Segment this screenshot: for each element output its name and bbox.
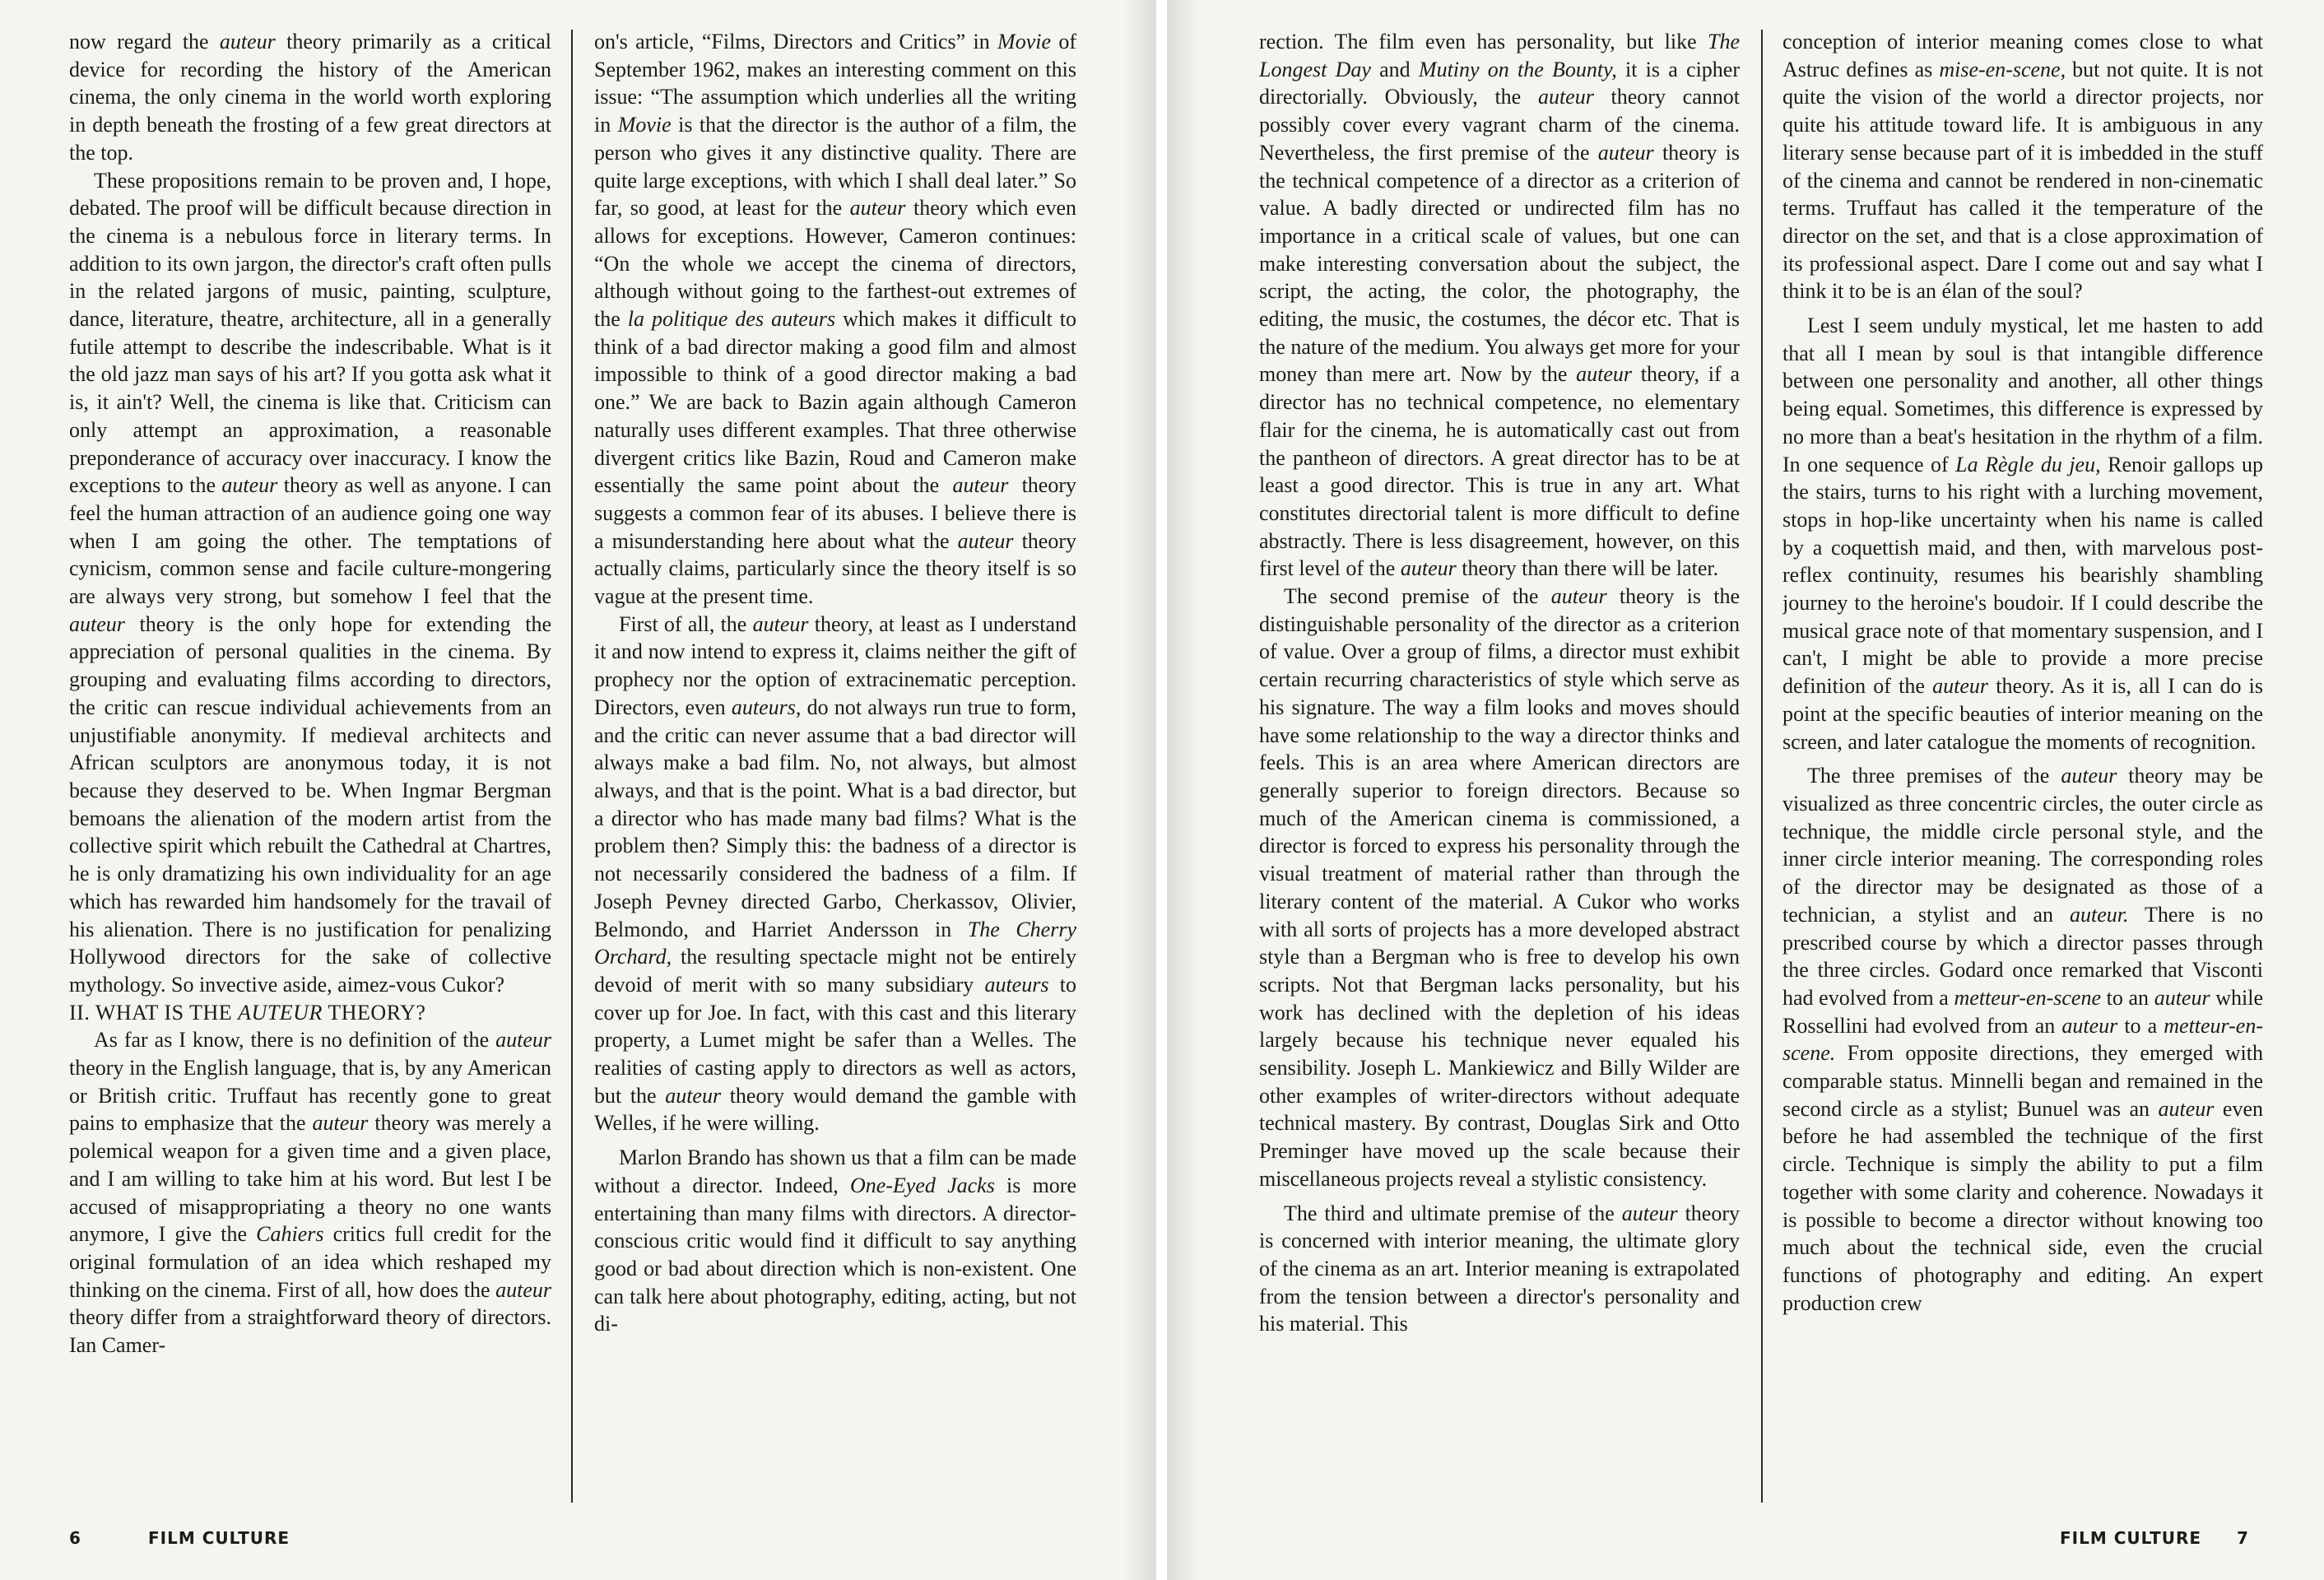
italic-text-run: metteur-en-scene. bbox=[1783, 1013, 2263, 1066]
text-run: theory differ from a straightforward theory of directors. Ian Camer- bbox=[69, 1305, 551, 1358]
italic-text-run: auteur bbox=[69, 611, 125, 636]
left-page bbox=[0, 0, 1156, 1580]
body-paragraph bbox=[1783, 312, 2263, 755]
italic-text-run: Cahiers bbox=[256, 1222, 324, 1247]
text-run: theory, if a director has no technical competence, no elementary flair for the cinema, he is automatically cast out from the pantheon of directors. A great director has to be at least a good director. This is true in any art. What constitutes directorial talent is more difficult to define abstractly. There is less disagreement, however, on this first level of the bbox=[1259, 362, 1740, 581]
text-run: theory which even allows for exceptions. However, Cameron continues: “On the whole we accept the cinema of directors, although without going to the farthest-out extremes of the bbox=[594, 196, 1076, 332]
body-paragraph bbox=[594, 1144, 1076, 1338]
italic-text-run: metteur-en-scene bbox=[1954, 985, 2101, 1010]
italic-text-run: Movie bbox=[997, 30, 1052, 53]
italic-text-run: mise-en-scene, bbox=[1939, 57, 2066, 81]
text-run: and bbox=[1370, 57, 1419, 81]
text-run: theory would demand the gamble with Welles, if he were willing. bbox=[594, 1083, 1076, 1136]
running-footer-magazine-title: FILM CULTURE bbox=[2060, 1528, 2202, 1548]
italic-text-run: auteur bbox=[312, 1111, 369, 1136]
italic-text-run: auteur bbox=[1400, 556, 1457, 581]
text-run: As far as I know, there is no definition of the bbox=[94, 1028, 496, 1053]
text-run: on's article, “Films, Directors and Critics” in bbox=[594, 30, 998, 53]
italic-text-run: auteur bbox=[957, 528, 1014, 553]
text-run: II. WHAT IS THE bbox=[69, 1000, 239, 1025]
text-run: is more entertaining than many films with directors. A director-conscious critic would find it difficult to say anything good or bad about direction which is non-existent. One can talk here about photography, editing, acting, but not di- bbox=[594, 1173, 1076, 1336]
italic-text-run: Mutiny on the Bounty, bbox=[1418, 57, 1617, 81]
page-number: 7 bbox=[2237, 1528, 2249, 1548]
italic-text-run: auteur bbox=[1550, 584, 1607, 609]
text-run: theory is the technical competence of a director as a criterion of value. A badly directed or undirected film has no importance in a critical scale of values, but one can make interesting conversation about the subject, the script, the acting, the color, the photography, the editing, the music, the costumes, the décor etc. That is the nature of the medium. You always get more for your money than mere art. Now by the bbox=[1259, 140, 1740, 387]
text-run: The second premise of the bbox=[1284, 584, 1551, 609]
italic-text-run: auteur bbox=[665, 1083, 722, 1108]
text-run: of September 1962, makes an interesting comment on this issue: “The assumption which underlies all the writing in bbox=[594, 30, 1076, 137]
text-run: theory is the only hope for extending the appreciation of personal qualities in the cinema. By grouping and evaluating films according to directors, the critic can rescue individual achievements from an unjustifiable anonymity. If medieval architects and African sculptors are anonymous today, it is not because they deserved to be. When Ingmar Bergman bemoans the alienation of the modern artist from the collective spirit which rebuilt the Cathedral at Chartres, he is only dramatizing his own individuality for an age which has rewarded him handsomely for the travail of his alienation. There is no justification for penalizing Hollywood directors for the sake of collective mythology. So invective aside, aimez-vous Cukor? bbox=[69, 611, 551, 997]
text-run: First of all, the bbox=[619, 611, 753, 636]
text-run: critics full credit for the original formulation of an idea which reshaped my thinking on the cinema. First of all, how does the bbox=[69, 1222, 551, 1302]
body-paragraph bbox=[1259, 1200, 1740, 1339]
text-run: Marlon Brando has shown us that a film can be made without a director. Indeed, bbox=[594, 1146, 1076, 1197]
text-run: to an bbox=[2101, 985, 2154, 1010]
text-run: theory. As it is, all I can do is point at the specific beauties of interior meaning on the screen, and later catalogue the moments of recognition. bbox=[1783, 674, 2263, 754]
text-run: The third and ultimate premise of the bbox=[1284, 1201, 1622, 1225]
italic-text-run: auteur bbox=[1597, 140, 1654, 165]
text-run: From opposite directions, they emerged with comparable status. Minnelli began and remained in the second circle as a stylist; Bunuel was an bbox=[1783, 1041, 2263, 1121]
text-run: theory in the English language, that is, by any American or British critic. Truffaut has recently gone to great pains to emphasize that the bbox=[69, 1056, 551, 1136]
gutter-shadow bbox=[1167, 0, 1200, 1580]
text-run: theory suggests a common fear of its abuses. I believe there is a misunderstanding here about what the bbox=[594, 473, 1076, 553]
italic-text-run: auteur bbox=[2158, 1096, 2215, 1121]
text-run: but not quite. It is not quite the vision of the world a director projects, nor quite his attitude toward life. It is ambiguous in any literary sense because part of it is imbedded in the stuff of the cinema and cannot be rendered in non-cinematic terms. Truffaut has called it the temperature of the director on the set, and that is a close approximation of its professional aspect. Dare I come out and say what I think it to be is an élan of the soul? bbox=[1783, 57, 2263, 304]
text-run: now regard the bbox=[69, 30, 220, 53]
italic-text-run: auteurs, bbox=[731, 695, 802, 719]
italic-text-run: auteur bbox=[1537, 85, 1594, 109]
running-footer-magazine-title: FILM CULTURE bbox=[148, 1528, 290, 1548]
text-run: to a bbox=[2117, 1013, 2164, 1038]
text-run: while Rossellini had evolved from an bbox=[1783, 985, 2263, 1038]
body-paragraph bbox=[1783, 762, 2263, 1317]
body-paragraph bbox=[69, 28, 551, 167]
italic-text-run: One-Eyed Jacks bbox=[849, 1173, 995, 1197]
text-run: do not always run true to form, and the critic can never assume that a bad director will always make a bad film. No, not always, but almost always, and that is the point. What is a bad director, but a director who has made many bad films? What is the problem then? Simply this: the badness of a director is not necessarily considered the badness of a film. If Joseph Pevney directed Garbo, Cherkassov, Olivier, Belmondo, and Harriet Andersson in bbox=[594, 695, 1076, 941]
right-page-column-2 bbox=[1783, 28, 2263, 1493]
right-page bbox=[1167, 0, 2324, 1580]
italic-text-run: auteur bbox=[1576, 362, 1633, 387]
italic-text-run: auteur bbox=[495, 1028, 551, 1053]
text-run: the resulting spectacle might not be entirely devoid of merit with so many subsidiary bbox=[594, 945, 1076, 997]
italic-text-run: auteur bbox=[752, 611, 809, 636]
text-run: theory may be visualized as three concentric circles, the outer circle as technique, the middle circle personal style, and the inner circle interior meaning. The corresponding roles of the director may be designated as those of a technician, a stylist and an bbox=[1783, 764, 2263, 927]
text-run: to cover up for Joe. In fact, with this cast and this literary property, a Lumet might be safer than a Welles. The realities of casting apply to directors as well as actors, but the bbox=[594, 972, 1076, 1108]
text-run: theory cannot possibly cover every vagrant charm of the cinema. Nevertheless, the first premise of the bbox=[1259, 85, 1740, 165]
italic-text-run: auteur bbox=[495, 1277, 551, 1302]
italic-text-run: La Règle du jeu, bbox=[1955, 452, 2101, 476]
text-run: theory as well as anyone. I can feel the human attraction of an audience going one way when I am going the other. The temptations of cynicism, common sense and facile culture-mongering are always very strong, but somehow I feel that the bbox=[69, 473, 551, 609]
italic-text-run: Movie bbox=[617, 113, 672, 137]
italic-text-run: auteur bbox=[1621, 1201, 1678, 1225]
gutter-shadow bbox=[1123, 0, 1156, 1580]
right-page-column-1 bbox=[1259, 28, 1740, 1493]
italic-text-run: The Longest Day bbox=[1259, 30, 1740, 81]
italic-text-run: auteur bbox=[952, 473, 1009, 498]
left-page-column-2 bbox=[594, 28, 1076, 1493]
italic-text-run: auteur. bbox=[2070, 902, 2129, 927]
text-run: theory, at least as I understand it and now intend to express it, claims neither the gift of prophecy nor the option of extracinematic perception. Directors, even bbox=[594, 611, 1076, 719]
body-paragraph bbox=[1259, 28, 1740, 583]
italic-text-run: auteur bbox=[2061, 764, 2117, 788]
text-run: conception of interior meaning comes close to what Astruc defines as bbox=[1783, 30, 2263, 81]
text-run: THEORY? bbox=[322, 1000, 426, 1025]
italic-text-run: auteur bbox=[849, 196, 906, 221]
section-heading bbox=[69, 999, 551, 1027]
text-run: The three premises of the bbox=[1807, 764, 2061, 788]
text-run: theory is the distinguishable personality of the director as a criterion of value. Over a group of films, a director must exhibit certain recurring characteristics of style which serve as his signature. The way a film looks and moves should have some relationship to the way a director thinks and feels. This is an area where American directors are generally superior to foreign directors. Because so much of the American cinema is commissioned, a director is forced to express his personality through the visual treatment of material rather than through the literary content of the material. A Cukor who works with all sorts of projects has a more developed abstract style than a Bergman who is free to develop his own scripts. Not that Bergman lacks personality, but his work has declined with the depletion of his ideas largely because his technique never equaled his sensibility. Joseph L. Mankiewicz and Billy Wilder are other examples of writer-directors without adequate technical mastery. By contrast, Douglas Sirk and Otto Preminger have moved up the scale because their miscellaneous projects reveal a stylistic consistency. bbox=[1259, 584, 1740, 1191]
italic-text-run: auteur bbox=[2061, 1013, 2118, 1038]
italic-text-run: auteur bbox=[219, 30, 276, 53]
text-run: There is no prescribed course by which a director passes through the three circles. Godard once remarked that Visconti had evolved from a bbox=[1783, 902, 2263, 1010]
italic-text-run: auteur bbox=[221, 473, 278, 498]
text-run: is that the director is the author of a film, the person who gives it any distinctive quality. There are quite large exceptions, with which I shall deal later.” So far, so good, at least for the bbox=[594, 113, 1076, 221]
column-divider-rule bbox=[1761, 30, 1763, 1503]
text-run: theory than there will be later. bbox=[1456, 556, 1719, 581]
body-paragraph bbox=[1783, 28, 2263, 305]
text-run: theory primarily as a critical device for recording the history of the American cinema, the only cinema in the world worth exploring in depth beneath the frosting of a few great directors at the top. bbox=[69, 30, 551, 165]
italic-text-run: la politique des auteurs bbox=[627, 307, 836, 332]
text-run: Lest I seem unduly mystical, let me hasten to add that all I mean by soul is that intangible difference between one personality and another, all other things being equal. Sometimes, this difference is expressed by no more than a beat's hesitation in the rhythm of a film. In one sequence of bbox=[1783, 314, 2263, 476]
body-paragraph bbox=[69, 1026, 551, 1359]
text-run: theory is concerned with interior meaning, the ultimate glory of the cinema as an art. Interior meaning is extrapolated from the tension between a director's personality and his material. This bbox=[1259, 1201, 1740, 1336]
body-paragraph bbox=[594, 28, 1076, 611]
text-run: theory actually claims, particularly since the theory itself is so vague at the present time. bbox=[594, 528, 1076, 609]
body-paragraph bbox=[69, 167, 551, 999]
text-run: which makes it difficult to think of a bad director making a good film and almost impossible to think of a good director making a bad one.” We are back to Bazin again although Cameron naturally uses different examples. That three otherwise divergent critics like Bazin, Roud and Cameron make essentially the same point about the bbox=[594, 307, 1076, 498]
body-paragraph bbox=[1259, 583, 1740, 1192]
italic-text-run: auteurs bbox=[984, 972, 1049, 997]
text-run: Renoir gallops up the stairs, turns to his right with a lurching movement, stops in hop-like uncertainty when his name is called by a coquettish maid, and then, with marvelous post-reflex continuity, resumes his bearishly shambling journey to the heroine's boudoir. If I could describe the musical grace note of that momentary suspension, and I can't, I might be able to provide a more precise definition of the bbox=[1783, 452, 2263, 699]
text-run: These propositions remain to be proven and, I hope, debated. The proof will be difficult because direction in the cinema is a nebulous force in literary terms. In addition to its own jargon, the director's craft often pulls in the related jargons of music, painting, sculpture, dance, literature, theatre, architecture, all in a generally futile attempt to describe the indescribable. What is it the old jazz man says of his art? If you gotta ask what it is, it ain't? Well, the cinema is like that. Criticism can only attempt an approximation, a reasonable preponderance of accuracy over inaccuracy. I know the exceptions to the bbox=[69, 168, 551, 498]
text-run: even before he had assembled the technique of the first circle. Technique is simply the ability to put a film together with some clarity and coherence. Nowadays it is possible to become a director without knowing too much about the technical side, even the crucial functions of photography and editing. An expert production crew bbox=[1783, 1096, 2263, 1315]
page-number: 6 bbox=[69, 1528, 81, 1548]
italic-text-run: AUTEUR bbox=[238, 1000, 323, 1025]
italic-text-run: auteur bbox=[1932, 674, 1989, 699]
italic-text-run: auteur bbox=[2154, 985, 2210, 1010]
italic-text-run: The Cherry Orchard, bbox=[594, 917, 1076, 969]
text-run: theory was merely a polemical weapon for a given time and a given place, and I am willing to take him at his word. But lest I be accused of misappropriating a theory no one wants anymore, I give the bbox=[69, 1111, 551, 1247]
text-run: it is a cipher directorially. Obviously, the bbox=[1259, 57, 1740, 109]
body-paragraph bbox=[594, 611, 1076, 1137]
column-divider-rule bbox=[571, 30, 573, 1503]
left-page-column-1 bbox=[69, 28, 551, 1493]
text-run: rection. The film even has personality, but like bbox=[1259, 30, 1708, 53]
